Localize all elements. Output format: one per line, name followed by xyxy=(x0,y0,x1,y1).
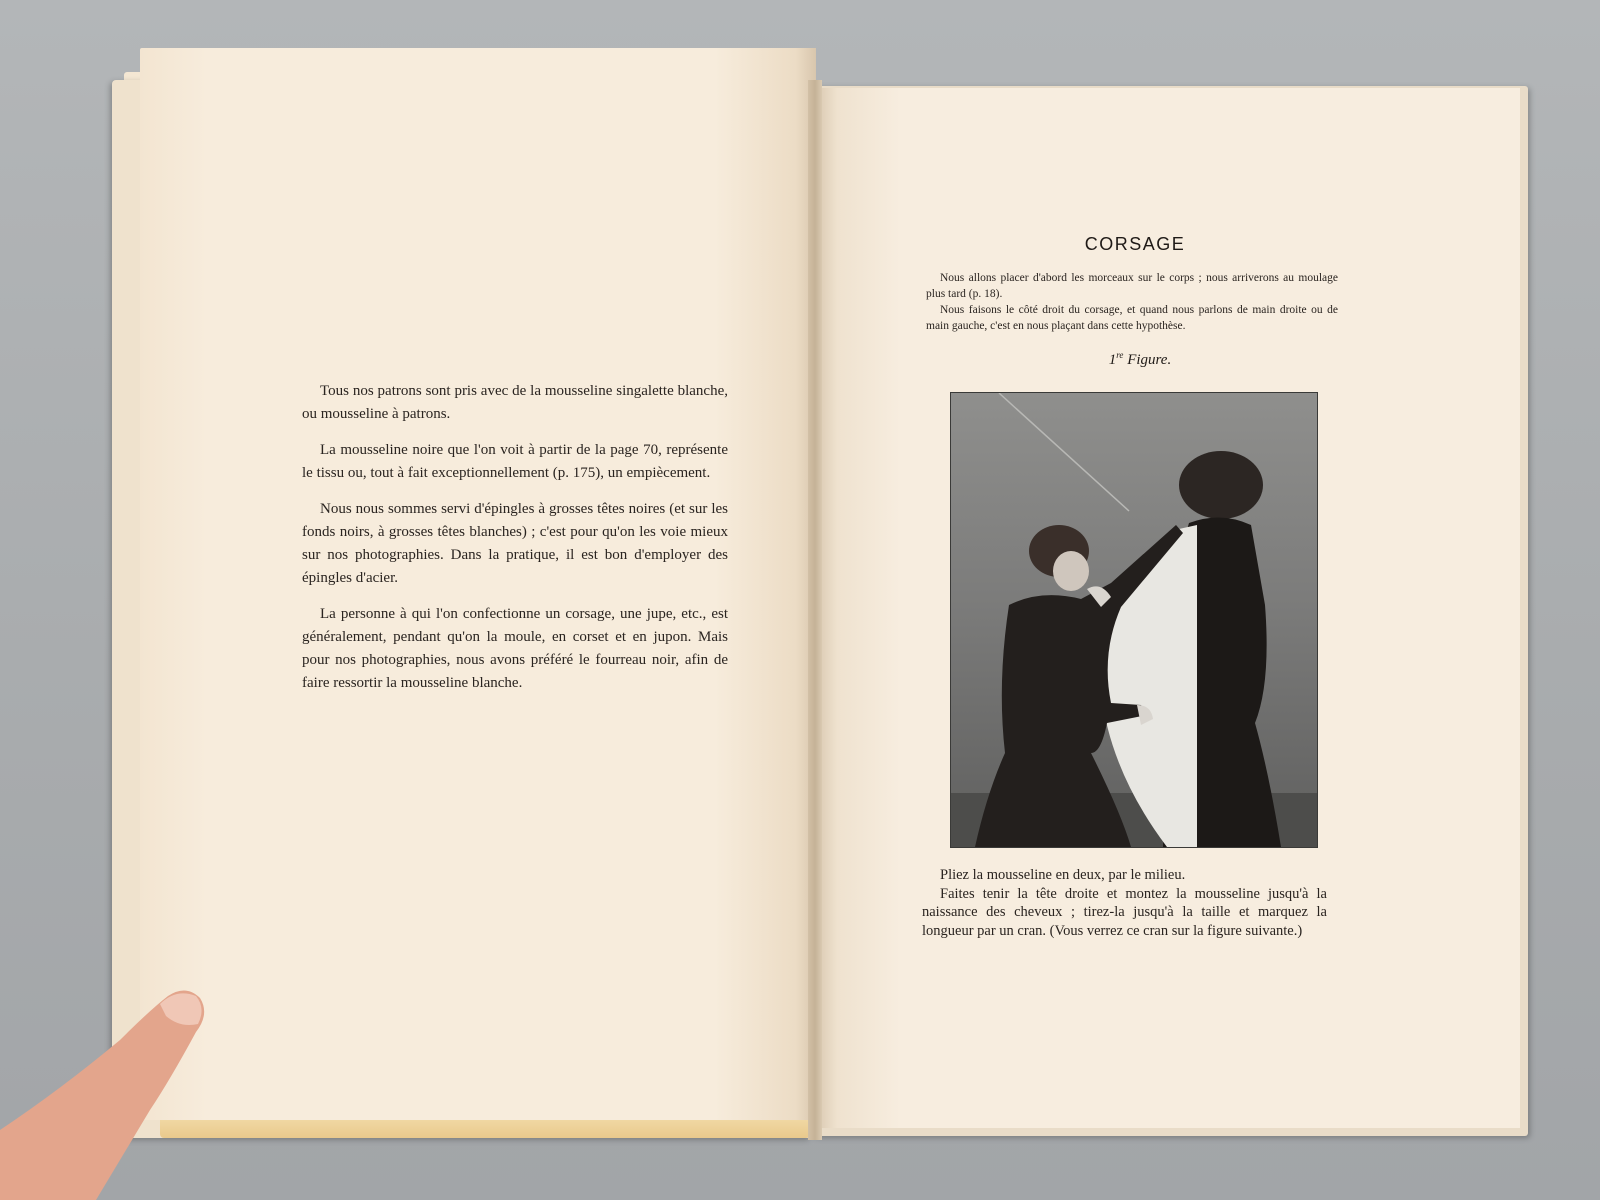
figure-superscript: re xyxy=(1116,350,1124,360)
model-hair xyxy=(1179,451,1263,519)
paragraph: Pliez la mousseline en deux, par le milieu. xyxy=(940,867,1186,883)
figure-label: Figure. xyxy=(1127,352,1172,368)
intro-text xyxy=(926,270,1338,334)
paragraph: Tous nos patrons sont pris avec de la mousseline singalette blanche, ou mousseline à patrons. xyxy=(302,383,728,422)
right-page-text xyxy=(922,866,1327,940)
paragraph: Faites tenir la tête droite et montez la mousseline jusqu'à la naissance des cheveux ; tirez-la jusqu'à la taille et marquez la longueur par un cran. (Vous verrez ce cran sur la figure suivante.) xyxy=(922,885,1327,939)
intro-paragraph: Nous faisons le côté droit du corsage, et quand nous parlons de main droite ou de main gauche, c'est en nous plaçant dans cette hypothèse. xyxy=(926,304,1338,332)
left-page-text xyxy=(302,380,728,708)
paragraph: La personne à qui l'on confectionne un corsage, une jupe, etc., est généralement, pendant qu'on la moule, en corset et en jupon. Mais pour nos photographies, nous avons préféré le fourreau noir, afin de faire ressortir la mousseline blanche. xyxy=(302,606,728,691)
dressmaker-face xyxy=(1053,551,1089,591)
paragraph: La mousseline noire que l'on voit à partir de la page 70, représente le tissu ou, tout à fait exceptionnellement (p. 175), un empiècement. xyxy=(302,442,728,481)
figure-number: 1 xyxy=(1108,352,1117,368)
backdrop-line xyxy=(999,393,1129,511)
figure-photograph xyxy=(950,392,1318,848)
photo-illustration xyxy=(951,393,1317,847)
intro-paragraph: Nous allons placer d'abord les morceaux sur le corps ; nous arriverons au moulage plus tard (p. 18). xyxy=(926,272,1338,300)
paragraph: Nous nous sommes servi d'épingles à grosses têtes noires (et sur les fonds noirs, à grosses têtes blanches) ; c'est pour qu'on les voie mieux sur nos photographies. Dans la pratique, il est bon d'employer des épingles d'acier. xyxy=(302,501,728,586)
page-title: CORSAGE xyxy=(1084,234,1186,254)
book-gutter xyxy=(808,80,822,1140)
figure-caption xyxy=(1090,350,1190,369)
page-edge-bottom xyxy=(160,1118,810,1138)
